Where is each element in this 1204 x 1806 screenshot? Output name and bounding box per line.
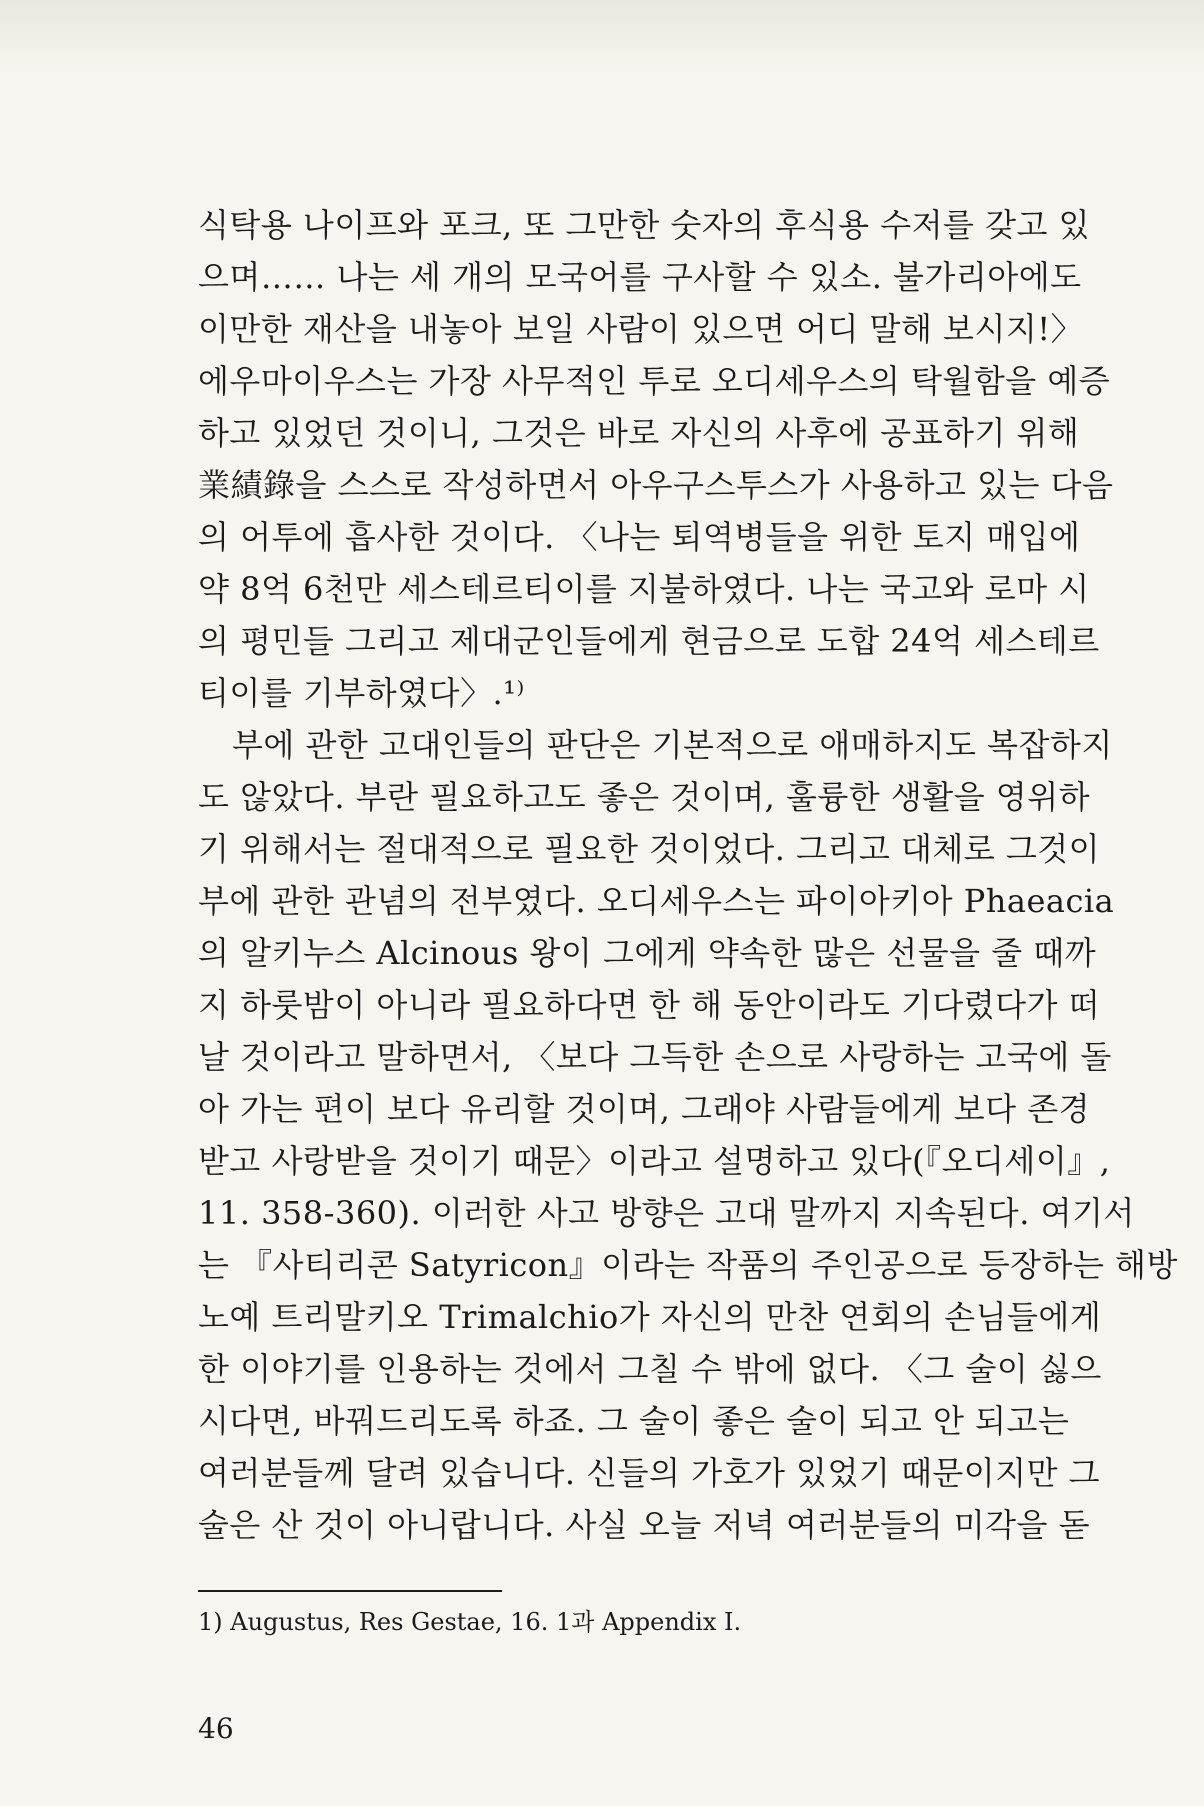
- text-line: 기 위해서는 절대적으로 필요한 것이었다. 그리고 대체로 그것이: [198, 830, 1101, 868]
- text-line: 의 평민들 그리고 제대군인들에게 현금으로 도합 24억 세스테르: [198, 622, 1100, 660]
- text-line: 부에 관한 고대인들의 판단은 기본적으로 애매하지도 복잡하지: [232, 726, 1113, 764]
- text-line: 業績錄을 스스로 작성하면서 아우구스투스가 사용하고 있는 다음: [198, 466, 1114, 504]
- text-line: 술은 산 것이 아니랍니다. 사실 오늘 저녁 여러분들의 미각을 돋: [198, 1506, 1091, 1544]
- text-line: 시다면, 바꿔드리도록 하죠. 그 술이 좋은 술이 되고 안 되고는: [198, 1402, 1070, 1440]
- text-line: 는 『사티리콘 Satyricon』이라는 작품의 주인공으로 등장하는 해방: [198, 1246, 1178, 1284]
- text-line: 약 8억 6천만 세스테르티이를 지불하였다. 나는 국고와 로마 시: [198, 570, 1090, 608]
- text-line: 아 가는 편이 보다 유리할 것이며, 그래야 사람들에게 보다 존경: [198, 1090, 1091, 1128]
- text-line: 에우마이우스는 가장 사무적인 투로 오디세우스의 탁월함을 예증: [198, 362, 1111, 400]
- text-line: 받고 사랑받을 것이기 때문〉이라고 설명하고 있다(『오디세이』,: [198, 1142, 1111, 1180]
- text-line: 날 것이라고 말하면서, 〈보다 그득한 손으로 사랑하는 고국에 돌: [198, 1038, 1112, 1076]
- text-line: 티이를 기부하였다〉.¹⁾: [198, 674, 525, 712]
- text-line: 지 하룻밤이 아니라 필요하다면 한 해 동안이라도 기다렸다가 떠: [198, 986, 1101, 1024]
- page-number: 46: [198, 1712, 234, 1745]
- page-edge-shadow: [0, 0, 1204, 70]
- text-line: 이만한 재산을 내놓아 보일 사람이 있으면 어디 말해 보시지!〉: [198, 310, 1084, 348]
- text-line: 의 알키누스 Alcinous 왕이 그에게 약속한 많은 선물을 줄 때까: [198, 934, 1097, 972]
- text-line: 하고 있었던 것이니, 그것은 바로 자신의 사후에 공표하기 위해: [198, 414, 1080, 452]
- text-line: 노예 트리말키오 Trimalchio가 자신의 만찬 연회의 손님들에게: [198, 1298, 1102, 1336]
- text-line: 으며…… 나는 세 개의 모국어를 구사할 수 있소. 불가리아에도: [198, 258, 1082, 296]
- text-line: 11. 358-360). 이러한 사고 방향은 고대 말까지 지속된다. 여기서: [198, 1194, 1135, 1232]
- text-line: 한 이야기를 인용하는 것에서 그칠 수 밖에 없다. 〈그 술이 싫으: [198, 1350, 1102, 1388]
- text-line: 여러분들께 달려 있습니다. 신들의 가호가 있었기 때문이지만 그: [198, 1454, 1101, 1492]
- footnote-divider: [198, 1590, 502, 1592]
- text-line: 식탁용 나이프와 포크, 또 그만한 숫자의 후식용 수저를 갖고 있: [198, 206, 1091, 244]
- text-line: 도 않았다. 부란 필요하고도 좋은 것이며, 훌륭한 생활을 영위하: [198, 778, 1091, 816]
- text-line: 부에 관한 관념의 전부였다. 오디세우스는 파이아키아 Phaeacia: [198, 882, 1115, 920]
- text-line: 의 어투에 흡사한 것이다. 〈나는 퇴역병들을 위한 토지 매입에: [198, 518, 1081, 556]
- footnote: 1) Augustus, Res Gestae, 16. 1과 Appendix I.: [198, 1608, 742, 1636]
